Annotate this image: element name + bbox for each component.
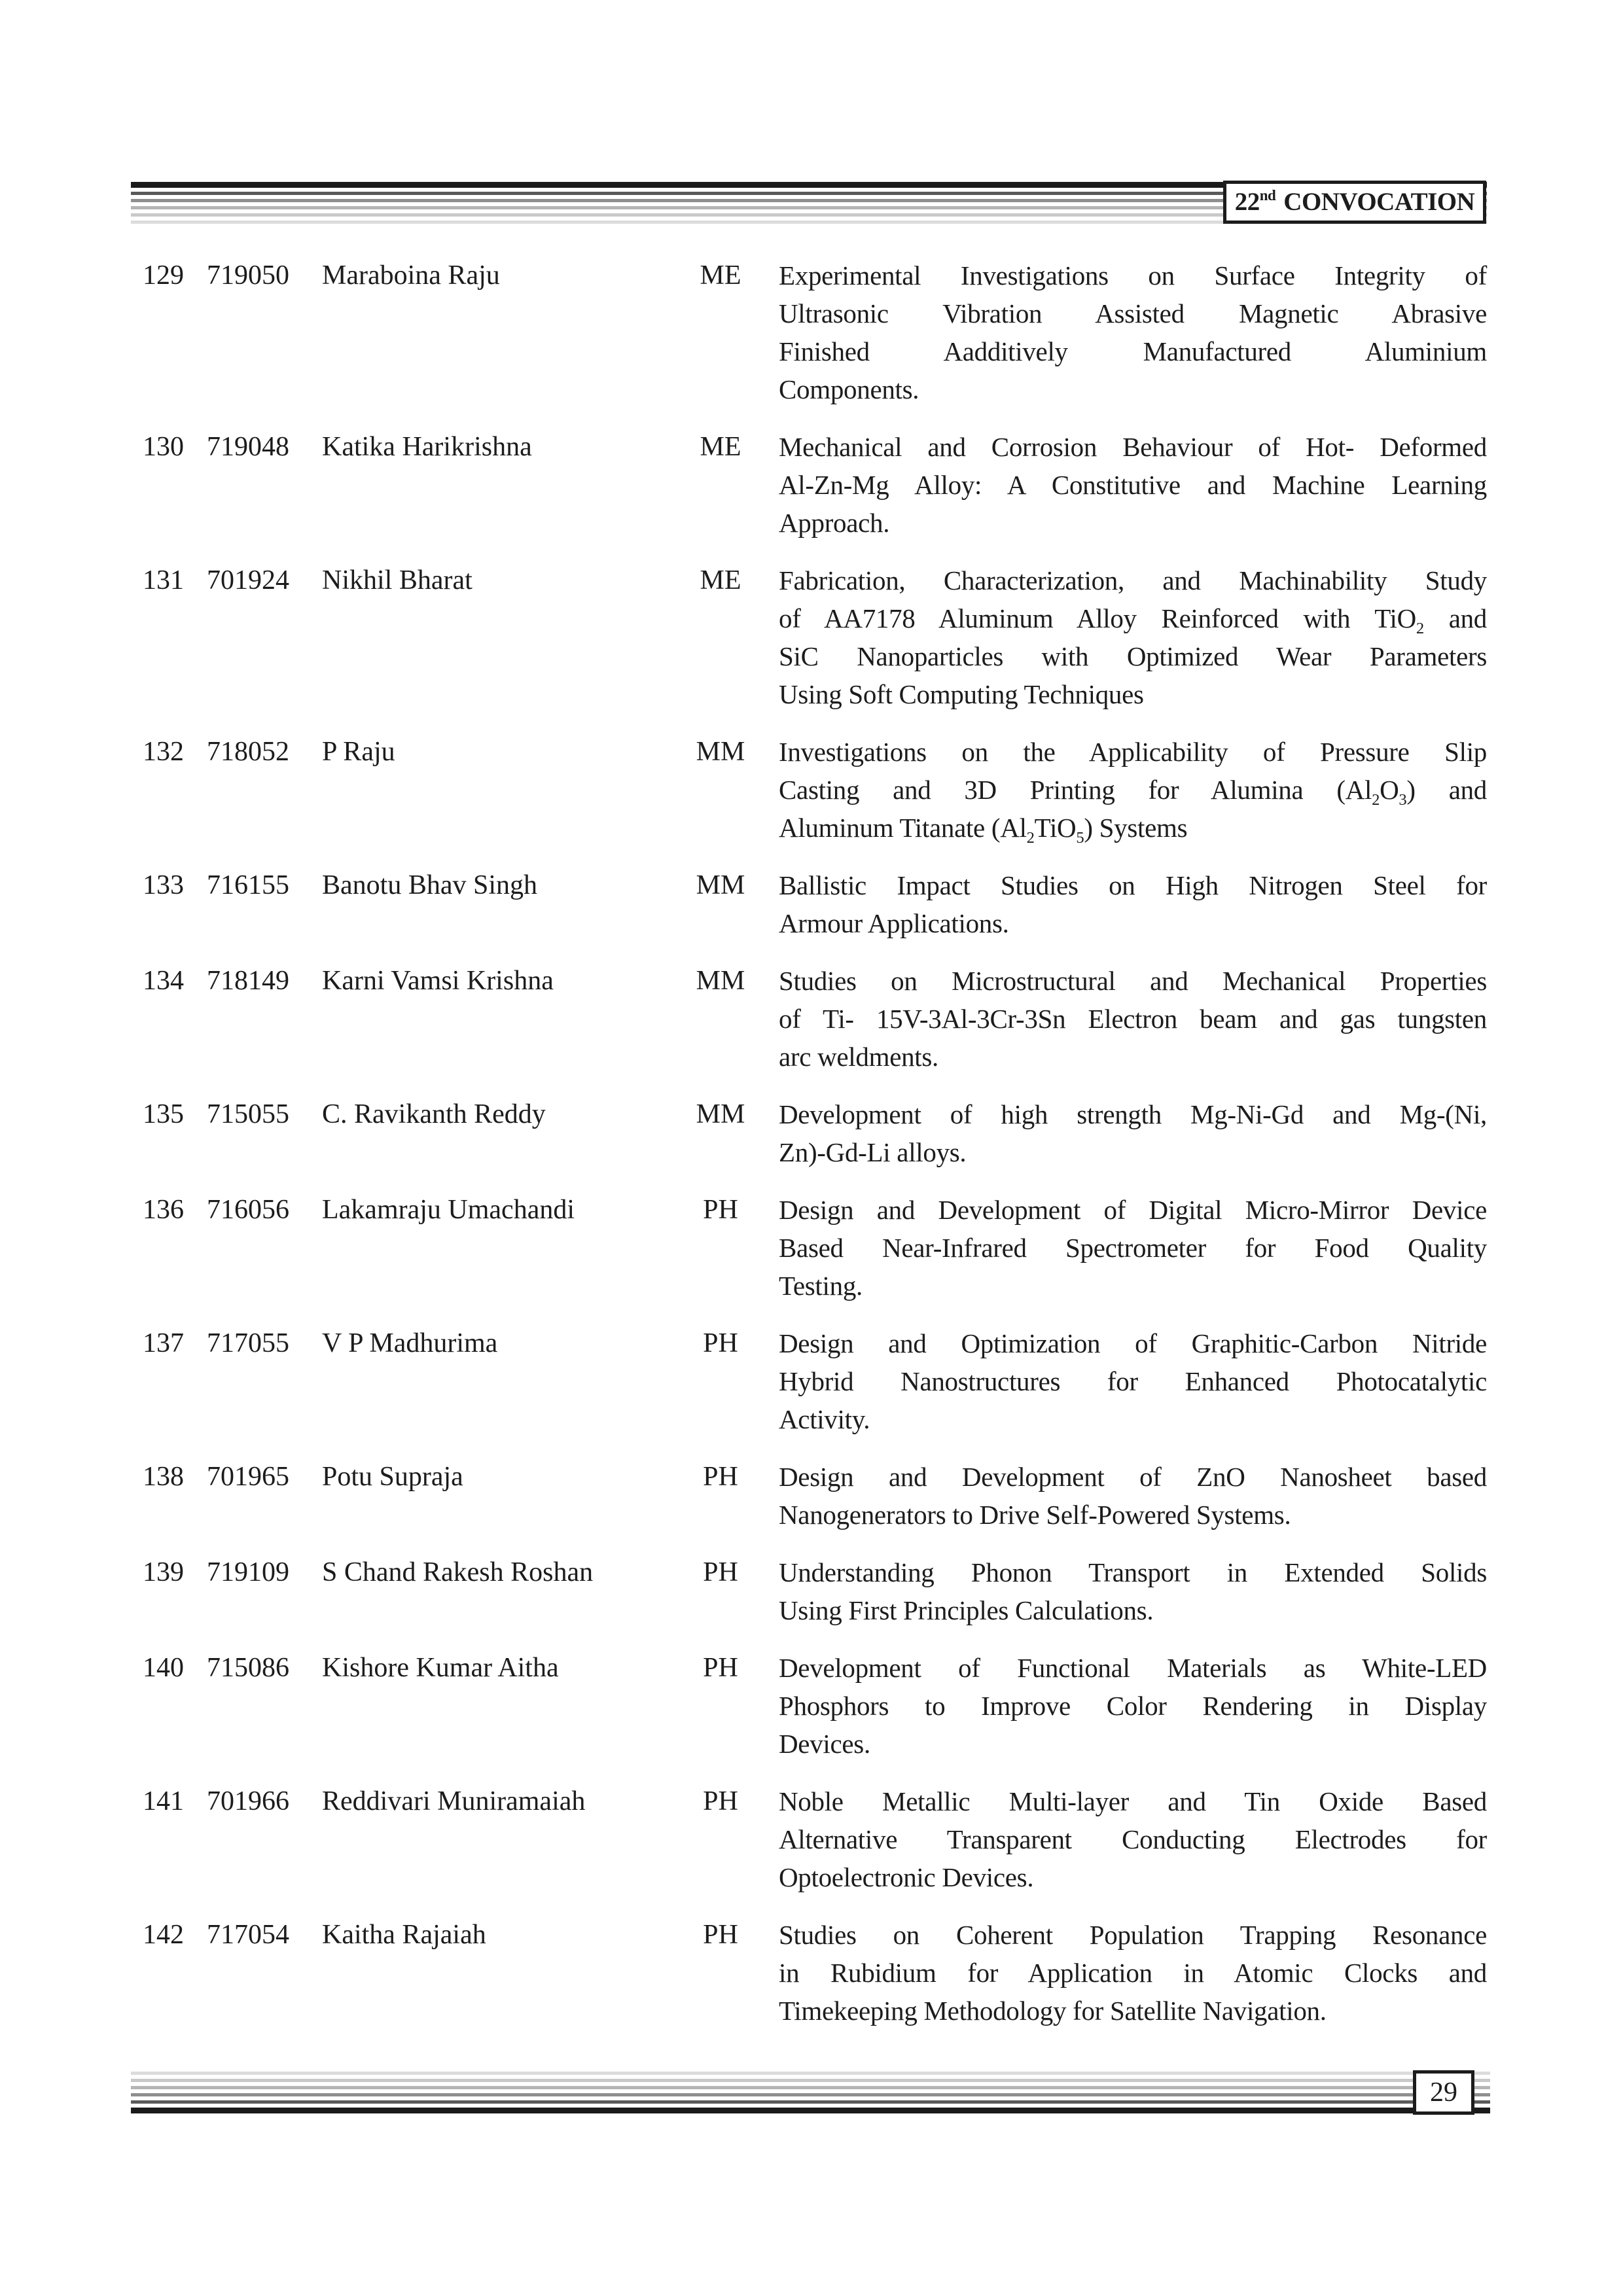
thesis-title [779,561,1487,713]
roll-number: 701924 [207,565,289,595]
table-row [143,733,1487,847]
thesis-title-line: Testing. [779,1271,863,1301]
thesis-title [779,1324,1487,1438]
candidate-name: C. Ravikanth Reddy [322,1099,546,1129]
thesis-title-line: Devices. [779,1729,870,1759]
thesis-title-line: Design and Development of Digital Micro-Mirror Device [779,1195,1487,1225]
roll-number: 719109 [207,1557,289,1587]
serial-number: 132 [143,737,184,767]
thesis-title-line: of AA7178 Aluminum Alloy Reinforced with TiO$_2$ and [779,603,1487,638]
candidate-name: Maraboina Raju [322,260,500,291]
thesis-title-line: Development of Functional Materials as White-LED [779,1653,1487,1683]
serial-number: 129 [143,260,184,291]
candidate-name: V P Madhurima [322,1328,498,1358]
convocation-number: 22 [1234,188,1260,216]
thesis-title-line: Development of high strength Mg-Ni-Gd and Mg-(Ni, [779,1099,1487,1129]
thesis-title-line: Hybrid Nanostructures for Enhanced Photocatalytic [779,1366,1487,1396]
rule-line [131,2108,1490,2113]
thesis-title-line: Investigations on the Applicability of Pressure Slip [779,737,1487,767]
serial-number: 136 [143,1195,184,1225]
thesis-title-line: Activity. [779,1404,870,1434]
candidate-name: Reddivari Muniramaiah [322,1786,586,1816]
thesis-title [779,1649,1487,1763]
roll-number: 719050 [207,260,289,291]
table-row [143,1553,1487,1629]
rule-line [131,2093,1490,2096]
thesis-title-line: Studies on Coherent Population Trapping Resonance [779,1920,1487,1950]
department-code: PH [703,1557,738,1587]
department-code: MM [696,737,745,767]
roll-number: 701965 [207,1462,289,1492]
thesis-title-line: Design and Development of ZnO Nanosheet based [779,1462,1487,1492]
page-number: 29 [1430,2077,1457,2108]
thesis-title-line: in Rubidium for Application in Atomic Clocks and [779,1958,1487,1988]
candidate-name: Potu Supraja [322,1462,463,1492]
thesis-title [779,1458,1487,1534]
serial-number: 131 [143,565,184,595]
candidate-name: Kaitha Rajaiah [322,1920,486,1950]
rule-line [131,2072,1490,2075]
thesis-title-line: Ballistic Impact Studies on High Nitrogen Steel for [779,870,1487,900]
thesis-title-line: Using Soft Computing Techniques [779,679,1144,709]
roll-number: 718052 [207,737,289,767]
department-code: PH [703,1920,738,1950]
thesis-title-line: Mechanical and Corrosion Behaviour of Hot- Deformed [779,432,1487,462]
serial-number: 140 [143,1653,184,1683]
serial-number: 137 [143,1328,184,1358]
thesis-title-line: Studies on Microstructural and Mechanical Properties [779,966,1487,996]
convocation-badge: 22 $^{nd}$ CONVOCATION [1223,181,1486,224]
rule-line [131,2079,1490,2082]
thesis-title-line: Noble Metallic Multi-layer and Tin Oxide Based [779,1786,1487,1816]
roll-number: 715086 [207,1653,289,1683]
table-row [143,428,1487,542]
table-row [143,561,1487,713]
thesis-title-line: Approach. [779,508,890,538]
roll-number: 717055 [207,1328,289,1358]
serial-number: 133 [143,870,184,900]
roll-number: 718149 [207,966,289,996]
thesis-title [779,1916,1487,2030]
page-number-badge [1413,2070,1474,2115]
thesis-title-line: Armour Applications. [779,908,1009,938]
thesis-title-line: of Ti- 15V-3Al-3Cr-3Sn Electron beam and gas tungsten [779,1004,1487,1034]
thesis-title-line: Casting and 3D Printing for Alumina $(Al_2O_3)$ and [779,775,1487,809]
serial-number: 141 [143,1786,184,1816]
roll-number: 717054 [207,1920,289,1950]
department-code: ME [700,565,741,595]
candidate-name: Banotu Bhav Singh [322,870,538,900]
serial-number: 142 [143,1920,184,1950]
department-code: PH [703,1653,738,1683]
thesis-title-line: Timekeeping Methodology for Satellite Navigation. [779,1996,1327,2026]
thesis-title [779,1095,1487,1171]
thesis-title-line: Alternative Transparent Conducting Electrodes for [779,1824,1487,1854]
thesis-title [779,962,1487,1076]
candidate-name: P Raju [322,737,395,767]
department-code: PH [703,1195,738,1225]
thesis-title-line: SiC Nanoparticles with Optimized Wear Parameters [779,641,1487,671]
table-row [143,962,1487,1076]
roll-number: 716155 [207,870,289,900]
serial-number: 139 [143,1557,184,1587]
thesis-title [779,256,1487,408]
thesis-title-line: Design and Optimization of Graphitic-Carbon Nitride [779,1328,1487,1358]
thesis-title [779,866,1487,942]
roll-number: 701966 [207,1786,289,1816]
thesis-title-line: Optoelectronic Devices. [779,1862,1034,1892]
candidate-name: Katika Harikrishna [322,432,532,462]
thesis-title-line: Components. [779,374,919,404]
thesis-title-line: Phosphors to Improve Color Rendering in Display [779,1691,1487,1721]
serial-number: 135 [143,1099,184,1129]
serial-number: 130 [143,432,184,462]
table-row [143,1324,1487,1438]
thesis-title [779,1191,1487,1305]
department-code: MM [696,870,745,900]
department-code: ME [700,260,741,291]
table-row [143,1649,1487,1763]
department-code: PH [703,1786,738,1816]
thesis-title-line: Fabrication, Characterization, and Machinability Study [779,565,1487,595]
thesis-title-line: Nanogenerators to Drive Self-Powered Systems. [779,1500,1291,1530]
thesis-title-line: Understanding Phonon Transport in Extended Solids [779,1557,1487,1587]
roll-number: 715055 [207,1099,289,1129]
records-list [143,256,1487,2049]
footer-rules [131,2072,1490,2117]
department-code: PH [703,1462,738,1492]
candidate-name: Kishore Kumar Aitha [322,1653,559,1683]
candidate-name: Nikhil Bharat [322,565,473,595]
table-row [143,1916,1487,2030]
table-row [143,1095,1487,1171]
thesis-title [779,428,1487,542]
roll-number: 719048 [207,432,289,462]
thesis-title-line: Al-Zn-Mg Alloy: A Constitutive and Machine Learning [779,470,1487,500]
thesis-title-line: Ultrasonic Vibration Assisted Magnetic Abrasive [779,298,1487,328]
thesis-title-line: Experimental Investigations on Surface Integrity of [779,260,1487,291]
table-row [143,1782,1487,1896]
roll-number: 716056 [207,1195,289,1225]
candidate-name: S Chand Rakesh Roshan [322,1557,594,1587]
table-row [143,1191,1487,1305]
thesis-title [779,1782,1487,1896]
thesis-title-line: Based Near-Infrared Spectrometer for Food Quality [779,1233,1487,1263]
thesis-title [779,733,1487,847]
serial-number: 138 [143,1462,184,1492]
rule-line [131,2086,1490,2089]
thesis-title-line: Finished Aadditively Manufactured Aluminium [779,336,1487,366]
thesis-title [779,1553,1487,1629]
department-code: PH [703,1328,738,1358]
thesis-title-line: arc weldments. [779,1042,938,1072]
rule-line [131,2100,1490,2104]
table-row [143,1458,1487,1534]
department-code: MM [696,1099,745,1129]
department-code: ME [700,432,741,462]
department-code: MM [696,966,745,996]
serial-number: 134 [143,966,184,996]
thesis-title-line: Aluminum Titanate $(Al_2TiO_5)$ Systems [779,813,1188,847]
thesis-title-line: Zn)-Gd-Li alloys. [779,1137,967,1167]
table-row [143,256,1487,408]
convocation-word: CONVOCATION [1283,188,1475,216]
candidate-name: Karni Vamsi Krishna [322,966,554,996]
candidate-name: Lakamraju Umachandi [322,1195,575,1225]
table-row [143,866,1487,942]
thesis-title-line: Using First Principles Calculations. [779,1595,1154,1625]
